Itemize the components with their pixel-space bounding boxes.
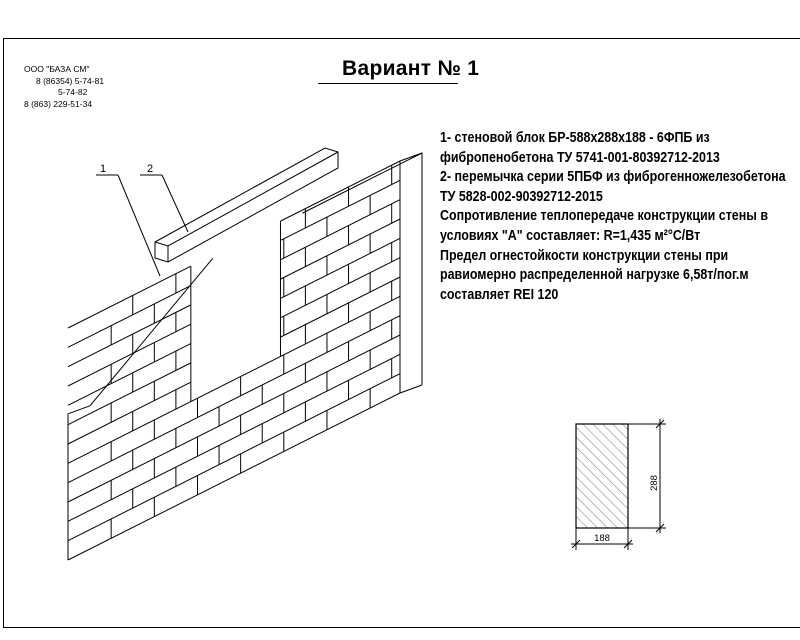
company-phone-2: 5-74-82 xyxy=(58,87,88,97)
wall-edge xyxy=(68,266,191,328)
wall-edge xyxy=(68,305,191,367)
desc-line: Предел огнестойкости конструкции стены при xyxy=(440,246,729,264)
company-phone-1: 8 (86354) 5-74-81 xyxy=(36,75,105,86)
block-section-detail xyxy=(571,419,666,550)
wall-edge xyxy=(280,200,400,260)
callout-1 xyxy=(96,163,160,276)
desc-line: условиях "А" составляет: R=1,435 м²°С/Вт xyxy=(440,226,701,244)
wall-edge xyxy=(400,385,422,393)
wall-edge xyxy=(68,324,191,386)
desc-line: Сопротивление теплопередаче конструкции стены в xyxy=(440,207,769,225)
wall-edge xyxy=(90,258,213,406)
wall-edge xyxy=(280,161,400,221)
section-height-label: 288 xyxy=(649,475,660,491)
wall-edge xyxy=(68,382,191,444)
wall-edge xyxy=(68,406,90,414)
wall-edge xyxy=(280,258,400,318)
wall-edge xyxy=(280,238,400,298)
desc-line: равиомерно распределенной нагрузке 6,58т/пог.м xyxy=(440,266,749,284)
company-phone-3: 8 (863) 229-51-34 xyxy=(24,98,93,109)
desc-line: 2- перемычка серии 5ПБФ из фиброгенножелезобетона xyxy=(440,168,786,186)
callout-1-label: 1 xyxy=(100,163,107,175)
company-name: ООО "БАЗА СМ" xyxy=(24,64,90,74)
wall-edge xyxy=(68,363,191,425)
wall-edge xyxy=(400,153,422,385)
wall-edge xyxy=(68,286,191,348)
desc-line: фибропенобетона ТУ 5741-001-80392712-2013 xyxy=(440,148,720,166)
wall-edge xyxy=(280,219,400,279)
desc-line: 1- стеновой блок БР-588х288х188 - 6ФПБ из xyxy=(440,129,710,146)
callout-2 xyxy=(140,163,188,232)
page-title: Вариант № 1 xyxy=(342,57,480,80)
block-wall-isometric xyxy=(68,153,422,560)
desc-line: ТУ 5828-002-90392712-2015 xyxy=(440,187,603,205)
wall-edge xyxy=(280,277,400,337)
desc-line: составляет REI 120 xyxy=(440,285,559,303)
section-width-label: 188 xyxy=(594,533,610,544)
callout-2-label: 2 xyxy=(147,163,154,175)
wall-edge xyxy=(68,344,191,406)
